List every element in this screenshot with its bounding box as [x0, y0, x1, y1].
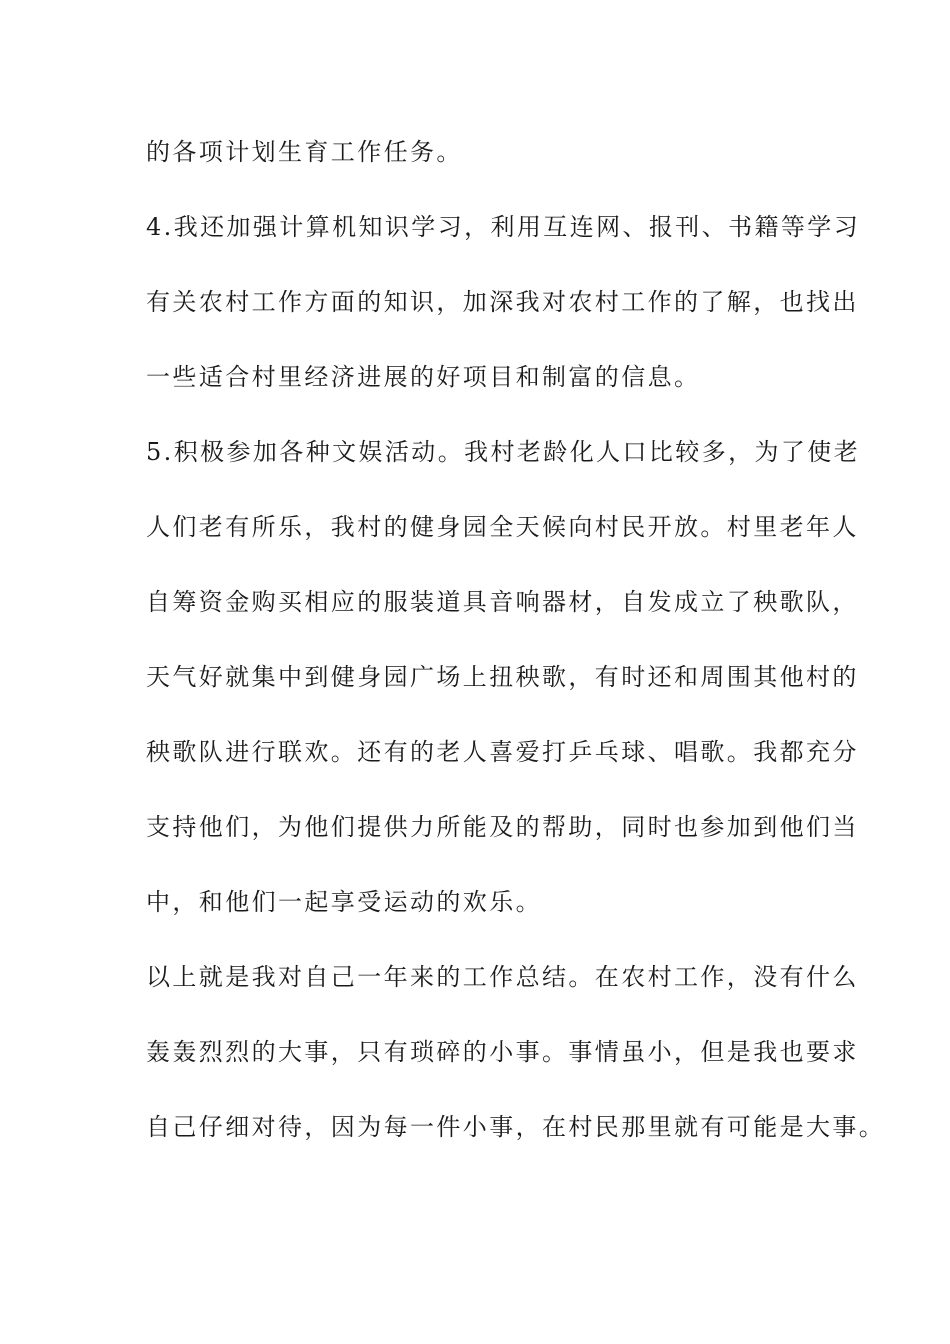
text-line: 中，和他们一起享受运动的欢乐。	[146, 888, 542, 916]
text-line: 的各项计划生育工作任务。	[146, 138, 463, 166]
text-line: 一些适合村里经济进展的好项目和制富的信息。	[146, 363, 701, 391]
text-line: 自筹资金购买相应的服装道具音响器材，自发成立了秧歌队，	[146, 588, 859, 616]
text-line: 支持他们，为他们提供力所能及的帮助，同时也参加到他们当	[146, 813, 859, 841]
text-line: 5.积极参加各种文娱活动。我村老龄化人口比较多，为了使老	[146, 438, 861, 466]
text-line: 秧歌队进行联欢。还有的老人喜爱打乒乓球、唱歌。我都充分	[146, 738, 859, 766]
text-line: 以上就是我对自己一年来的工作总结。在农村工作，没有什么	[146, 963, 859, 991]
text-line: 4.我还加强计算机知识学习，利用互连网、报刊、书籍等学习	[146, 213, 861, 241]
text-line: 有关农村工作方面的知识，加深我对农村工作的了解，也找出	[146, 288, 859, 316]
text-line: 人们老有所乐，我村的健身园全天候向村民开放。村里老年人	[146, 513, 859, 541]
text-line: 天气好就集中到健身园广场上扭秧歌，有时还和周围其他村的	[146, 663, 859, 691]
text-line: 轰轰烈烈的大事，只有琐碎的小事。事情虽小，但是我也要求	[146, 1038, 859, 1066]
text-line: 自己仔细对待，因为每一件小事，在村民那里就有可能是大事。	[146, 1113, 886, 1141]
